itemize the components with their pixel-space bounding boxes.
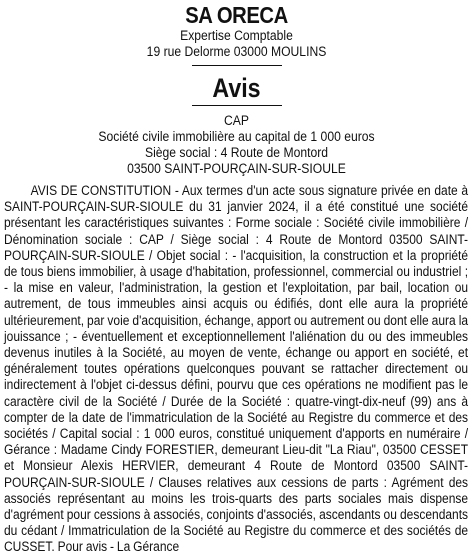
entity-seat: Siège social : 4 Route de Montord (144, 145, 329, 160)
company-address: 19 rue Delorme 03000 MOULINS (146, 44, 327, 59)
notice-header (4, 2, 469, 106)
notice-title: Avis (212, 73, 261, 103)
legal-notice-page (0, 2, 473, 555)
company-name: SA ORECA (185, 2, 288, 28)
header-divider (192, 65, 282, 66)
entity-name: CAP (223, 113, 249, 128)
company-activity: Expertise Comptable (180, 28, 293, 43)
title-divider (192, 105, 282, 106)
entity-block (4, 113, 469, 177)
notice-body: AVIS DE CONSTITUTION - Aux termes d'un acte sous signature privée en date à SAINT-POURÇAIN-SUR-SIOULE du 31 janvier 2024, il a été constitué une société présentant les caractéristiques suivantes : Forme sociale : Société civile immobilière / Dénomination sociale : CAP / Siège social : 4 Route de Montord 03500 SAINT-POURÇAIN-SUR-SIOULE / Objet social : - l'acquisition, la construction et la propriété de tous biens immobilier, à usage d'habitation, professionnel, commercial ou industriel ; - la mise en valeur, l'administration, la gestion et l'exploitation, par bail, location ou autrement, de tous immeubles ainsi acquis ou édifiés, dont elle aura la propriété ultérieurement, par voie d'acquisition, échange, apport ou autrement ou dont elle aura la jouissance ; - éventuellement et exceptionnellement l'aliénation du ou des immeubles devenus inutiles à la Société, au moyen de vente, échange ou apport en société, et généralement toutes opérations quelconques pouvant se rattacher directement ou indirectement à l'objet ci-dessus défini, pourvu que ces opérations ne modifient pas le caractère civil de la Société / Durée de la Société : quatre-vingt-dix-neuf (99) ans à compter de la date de l'immatriculation de la Société au Registre du commerce et des sociétés / Capital social : 1 000 euros, constitué uniquement d'apports en numéraire / Gérance : Madame Cindy FORESTIER, demeurant Lieu-dit "La Riau", 03500 CESSET et Monsieur Alexis HERVIER, demeurant 4 Route de Montord 03500 SAINT-POURÇAIN-SUR-SIOULE / Clauses relatives aux cessions de parts : Agrément des associés représentant au moins les trois-quarts des parts sociales mais dispense d'agrément pour cessions à associés, conjoints d'associés, ascendants ou descendants du cédant / Immatriculation de la Société au Registre du commerce et des sociétés de CUSSET. Pour avis - La Gérance (4, 183, 469, 555)
entity-city: 03500 SAINT-POURÇAIN-SUR-SIOULE (127, 161, 346, 176)
entity-form: Société civile immobilière au capital de 1 000 euros (98, 129, 375, 144)
